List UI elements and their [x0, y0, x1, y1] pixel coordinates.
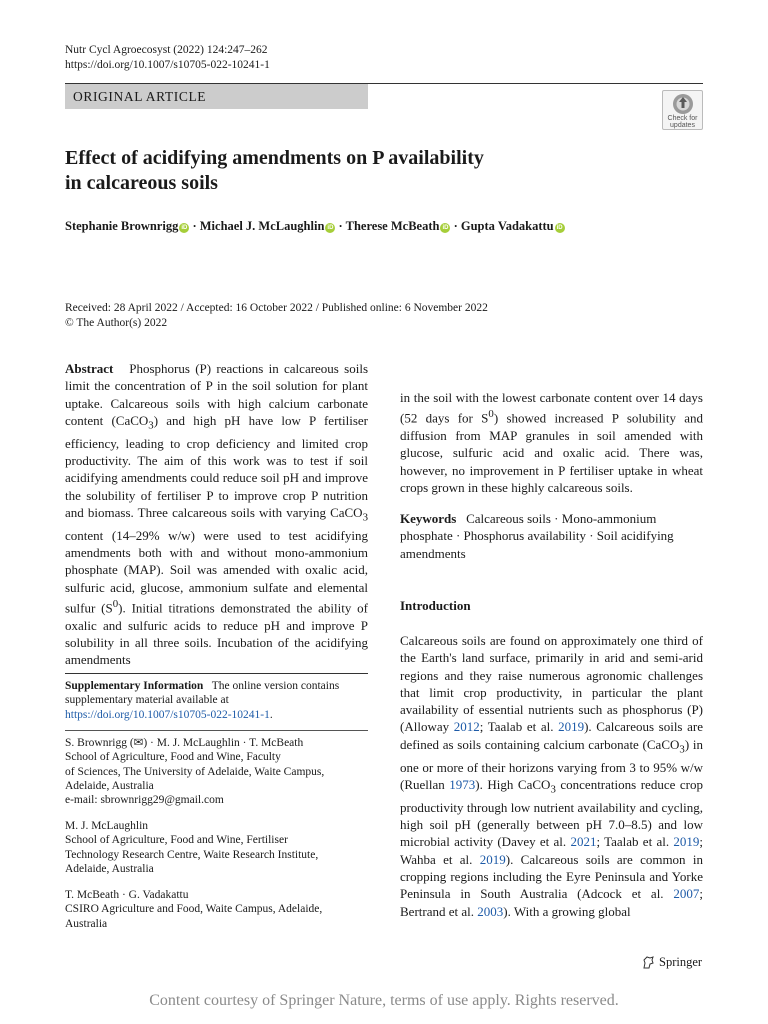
- supplementary-link[interactable]: https://doi.org/10.1007/s10705-022-10241-1: [65, 708, 270, 721]
- citation-link[interactable]: 2019: [673, 834, 700, 850]
- check-updates-label-2: updates: [670, 122, 695, 129]
- supplementary-label: Supplementary Information: [65, 680, 204, 692]
- publication-dates: [65, 301, 488, 330]
- body-text: ). High CaCO: [475, 776, 551, 792]
- citation-link[interactable]: 2012: [453, 719, 480, 735]
- abstract-text: ) showed increased P solubility and diffusion from MAP granules in soil amended with glucose, sulfuric acid and oxalic acid. There was, however, no improvement in P fertiliser uptake in wheat crops grown in these highly calcareous soils.: [400, 410, 704, 495]
- body-text: ; Taalab et al.: [596, 834, 674, 850]
- supplementary-text: The online version contains supplementary material available at: [65, 680, 340, 707]
- copyright-footer: Content courtesy of Springer Nature, terms of use apply. Rights reserved.: [149, 992, 619, 1009]
- superscript: 0: [488, 408, 494, 421]
- dates-line: Received: 28 April 2022 / Accepted: 16 October 2022 / Published online: 6 November 2022: [65, 302, 488, 314]
- affiliation-line: Technology Research Centre, Waite Research Institute,: [65, 848, 319, 861]
- keywords-text: Calcareous soils · Mono-ammonium phosphate · Phosphorus availability · Soil acidifying amendments: [400, 511, 674, 561]
- body-text: ). Calcareous soils are defined as soils containing calcium carbonate (CaCO: [400, 719, 703, 752]
- affiliation-block: [65, 888, 368, 931]
- abstract-text: Phosphorus (P) reactions in calcareous soils limit the concentration of P in the soil solution for plant uptake. Calcareous soils with high calcium carbonate content (CaCO: [65, 361, 369, 428]
- citation-link[interactable]: 2019: [479, 851, 506, 867]
- abstract-continued: [400, 389, 703, 496]
- citation-link[interactable]: 2019: [558, 719, 585, 735]
- publisher-mark: [642, 955, 702, 970]
- author-separator: ·: [189, 219, 200, 233]
- abstract-right: [400, 389, 703, 496]
- supplementary-info: [65, 679, 368, 722]
- author-name[interactable]: Gupta Vadakattu: [460, 219, 554, 233]
- abstract-label: Abstract: [65, 361, 114, 376]
- orcid-icon[interactable]: iD: [442, 225, 449, 231]
- body-text: ). Calcareous soils are common in cropping regions including the Eyre Peninsula and Yorke Peninsula in South Australia (Adcock et al.: [400, 851, 703, 902]
- author-name[interactable]: Stephanie Brownrigg: [65, 219, 179, 233]
- body-text: ; Bertrand et al.: [400, 886, 703, 919]
- introduction-paragraph: [400, 632, 703, 920]
- subscript: 3: [362, 511, 368, 524]
- supplementary-rule: [65, 673, 368, 674]
- abstract-left: [65, 360, 368, 669]
- affiliation-names: M. J. McLaughlin: [65, 820, 149, 832]
- affiliation-names: S. Brownrigg (✉) · M. J. McLaughlin · T. McBeath: [65, 737, 304, 749]
- journal-line: Nutr Cycl Agroecosyst (2022) 124:247–262: [65, 44, 268, 56]
- abstract-paragraph: [65, 360, 368, 669]
- affiliation-line: Adelaide, Australia: [65, 779, 154, 792]
- abstract-text: content (14–29% w/w) were used to test acidifying amendments both with and without mono-ammonium phosphate (MAP). Soil was amended with oxalic acid, sulfuric acid, glucose, ammonium sulfate and elemental sulfur (S: [65, 527, 368, 616]
- affiliation-names: T. McBeath · G. Vadakattu: [65, 889, 189, 901]
- article-title: [65, 146, 685, 196]
- affiliation-block: [65, 819, 368, 876]
- doi-line[interactable]: https://doi.org/10.1007/s10705-022-10241-1: [65, 59, 270, 71]
- subscript: 3: [679, 743, 685, 756]
- citation-link[interactable]: 2007: [673, 886, 700, 902]
- abstract-text: in the soil with the lowest carbonate content over 14 days (52 days for S: [400, 390, 703, 426]
- section-heading: Introduction: [400, 598, 471, 613]
- citation-link[interactable]: 2021: [570, 834, 597, 850]
- affiliation-line: School of Agriculture, Food and Wine, Faculty: [65, 751, 281, 764]
- affiliation-rule: [65, 730, 368, 731]
- affiliation-line: Australia: [65, 917, 108, 930]
- author-list: [65, 217, 705, 235]
- introduction-heading: [400, 597, 703, 614]
- citation-link[interactable]: 1973: [449, 776, 476, 792]
- title-line-2: in calcareous soils: [65, 172, 218, 194]
- orcid-icon[interactable]: iD: [327, 225, 334, 231]
- springer-horse-icon: [642, 956, 655, 969]
- affiliation-line: of Sciences, The University of Adelaide, Waite Campus,: [65, 765, 325, 778]
- subscript: 3: [550, 783, 556, 796]
- check-for-updates-badge[interactable]: [662, 90, 703, 130]
- author-separator: ·: [335, 219, 346, 233]
- supplementary-end: .: [269, 708, 273, 721]
- title-line-1: Effect of acidifying amendments on P availability: [65, 147, 484, 169]
- orcid-icon[interactable]: iD: [556, 225, 563, 231]
- keywords-label: Keywords: [400, 511, 457, 526]
- author-name[interactable]: Michael J. McLaughlin: [199, 219, 325, 233]
- orcid-icon[interactable]: iD: [181, 225, 188, 231]
- affiliation-line: School of Agriculture, Food and Wine, Fertiliser: [65, 834, 288, 847]
- body-text: ) in one or more of their horizons varying from 3 to 95% w/w (Ruellan: [400, 736, 703, 792]
- body-text: ). With a growing global: [503, 903, 631, 919]
- affiliation-line: CSIRO Agriculture and Food, Waite Campus, Adelaide,: [65, 903, 323, 916]
- author-name[interactable]: Therese McBeath: [345, 219, 440, 233]
- affiliation-line: Adelaide, Australia: [65, 862, 154, 875]
- introduction-body: [400, 632, 703, 920]
- subscript: 3: [148, 419, 154, 432]
- article-type-banner: ORIGINAL ARTICLE: [65, 84, 368, 109]
- copyright-line: © The Author(s) 2022: [65, 316, 168, 329]
- superscript: 0: [112, 598, 119, 611]
- check-updates-icon: [672, 93, 694, 115]
- body-text: Calcareous soils are found on approximately one third of the Earth's land surface, primarily in arid and semi-arid regions and they raise numerous agronomic challenges that limit crop productivity, in particular the plant availability of essential nutrients such as phosphorus (P) (Alloway: [400, 633, 703, 735]
- affiliation-block: [65, 736, 368, 807]
- journal-citation: [65, 43, 270, 73]
- body-text: ; Wahba et al.: [400, 834, 703, 867]
- abstract-text: ) and high pH have low P fertiliser efficiency, leading to crop deficiency and limited crop productivity. The aim of this work was to test if soil acidifying amendments could reduce soil pH and improve the solubility of fertiliser P to improve crop P nutrition and biomass. Three calcareous soils with varying CaCO: [65, 412, 369, 520]
- citation-link[interactable]: 2003: [477, 903, 504, 919]
- publisher-name: Springer: [659, 955, 703, 969]
- body-text: concentrations reduce crop productivity through low nutrient availability and cycling, high soil pH (generally between pH 7.0–8.5) and low microbial activity (Davey et al.: [400, 776, 703, 850]
- author-separator: ·: [450, 219, 461, 233]
- affiliation-email[interactable]: e-mail: sbrownrigg29@gmail.com: [65, 794, 224, 807]
- abstract-text: ). Initial titrations demonstrated the ability of oxalic and sulfuric acids to reduce pH and improve P solubility in all three soils. Incubation of the acidifying amendments: [65, 600, 368, 668]
- body-text: ; Taalab et al.: [479, 719, 559, 735]
- check-updates-label-1: Check for: [667, 115, 698, 122]
- keywords: [400, 510, 703, 562]
